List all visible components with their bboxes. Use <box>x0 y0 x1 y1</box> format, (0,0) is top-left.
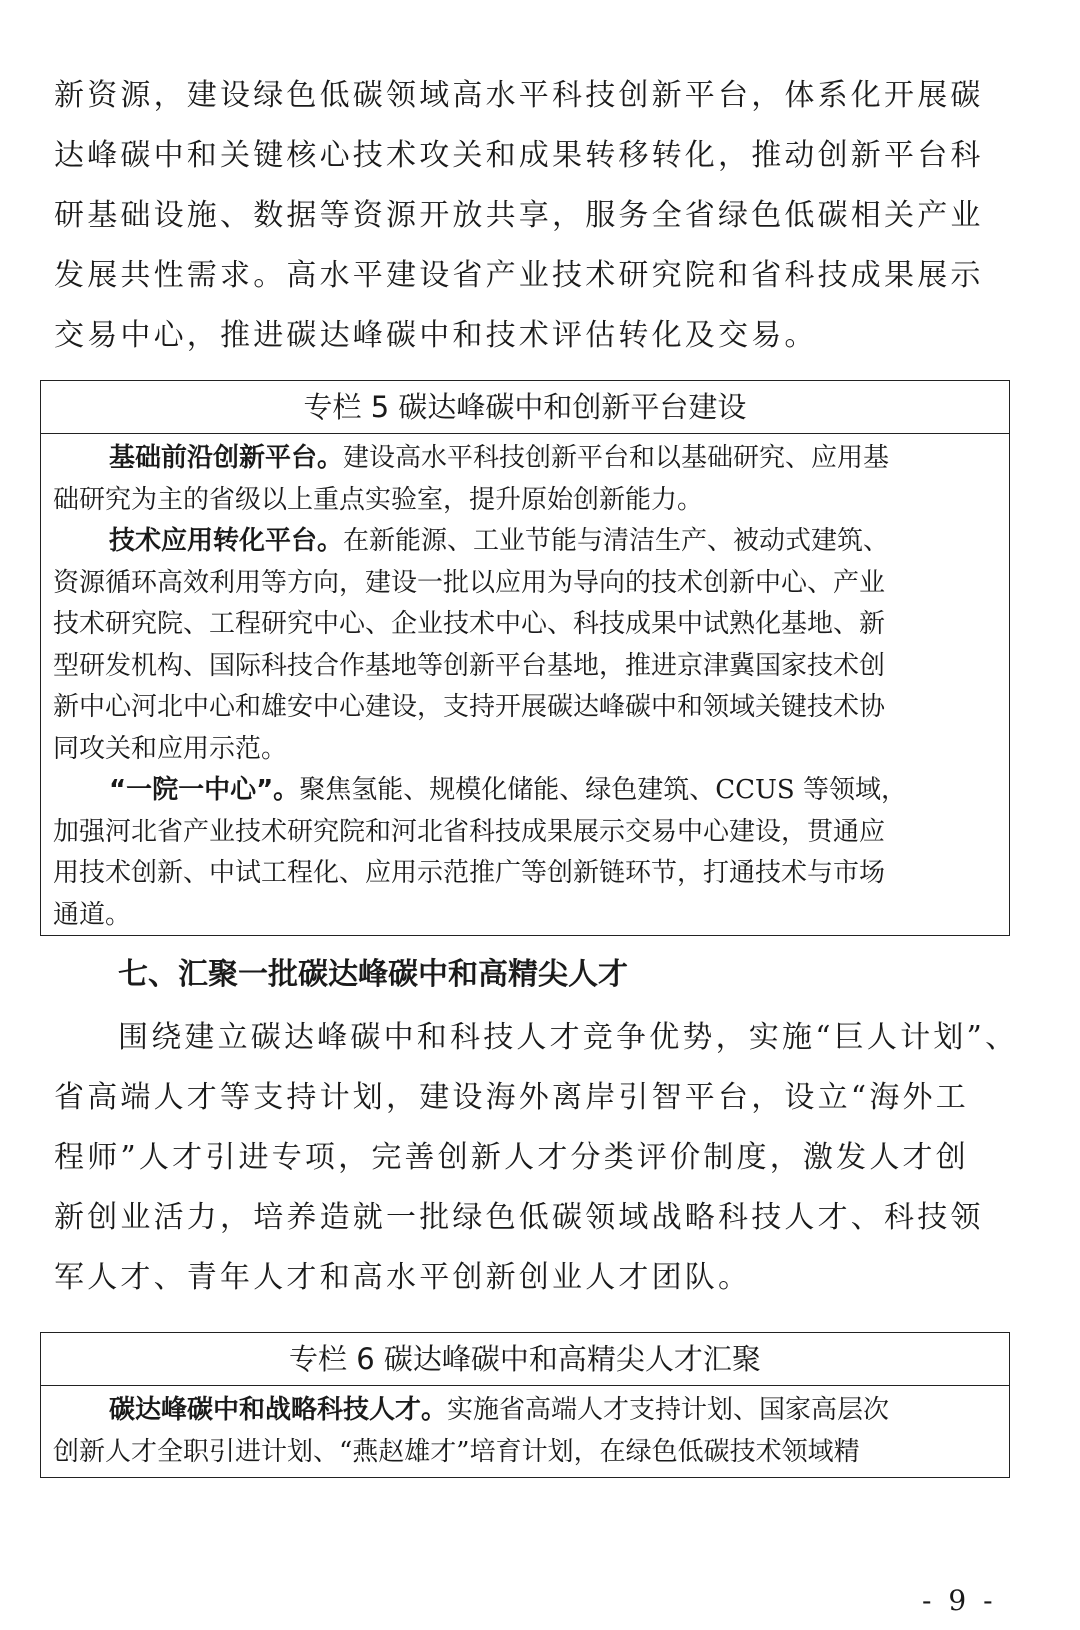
column-box-5 <box>40 380 1010 936</box>
box-item-line: 创新人才全职引进计划、“燕赵雄才”培育计划，在绿色低碳技术领域精 <box>53 1436 860 1467</box>
text-line: 军人才、青年人才和高水平创新创业人才团队。 <box>54 1260 752 1295</box>
box-item-line: 同攻关和应用示范。 <box>53 733 288 764</box>
item-text: 聚焦氢能、规模化储能、绿色建筑、CCUS 等领域， <box>299 775 907 805</box>
text-line: 研基础设施、数据等资源开放共享，服务全省绿色低碳相关产业 <box>54 198 984 233</box>
box-item-line: 技术研究院、工程研究中心、企业技术中心、科技成果中试熟化基地、新 <box>53 609 886 639</box>
item-heading: 碳达峰碳中和战略科技人才。 <box>109 1395 448 1425</box>
section-heading: 七、汇聚一批碳达峰碳中和高精尖人才 <box>118 957 628 992</box>
text-line: 达峰碳中和关键核心技术攻关和成果转移转化，推动创新平台科 <box>54 138 984 173</box>
item-text: 在新能源、工业节能与清洁生产、被动式建筑、 <box>343 526 890 556</box>
box-item-line <box>53 770 997 812</box>
box-body <box>41 1386 1009 1473</box>
text-line: 交易中心，推进碳达峰碳中和技术评估转化及交易。 <box>54 318 818 353</box>
text-line: 新创业活力，培养造就一批绿色低碳领域战略科技人才、科技领 <box>54 1200 984 1235</box>
box-item-line <box>53 1390 997 1432</box>
text-line: 围绕建立碳达峰碳中和科技人才竞争优势，实施“巨人计划”、 <box>118 1020 1019 1055</box>
item-heading: “一院一中心”。 <box>109 775 300 805</box>
box-item-line: 础研究为主的省级以上重点实验室，提升原始创新能力。 <box>53 484 704 515</box>
text-line: 新资源，建设绿色低碳领域高水平科技创新平台，体系化开展碳 <box>54 78 984 113</box>
box-item-line: 新中心河北中心和雄安中心建设，支持开展碳达峰碳中和领域关键技术协 <box>53 692 886 722</box>
item-heading: 技术应用转化平台。 <box>109 526 344 556</box>
box-item-line <box>53 521 997 563</box>
box-item-line: 加强河北省产业技术研究院和河北省科技成果展示交易中心建设，贯通应 <box>53 816 886 847</box>
item-heading: 基础前沿创新平台。 <box>109 443 344 473</box>
text-line: 发展共性需求。高水平建设省产业技术研究院和省科技成果展示 <box>54 258 984 293</box>
box-body <box>41 434 1009 936</box>
column-box-6 <box>40 1332 1010 1478</box>
box-item-line: 型研发机构、国际科技合作基地等创新平台基地，推进京津冀国家技术创 <box>53 650 886 681</box>
text-line: 程师”人才引进专项，完善创新人才分类评价制度，激发人才创 <box>54 1140 969 1175</box>
item-text: 建设高水平科技创新平台和以基础研究、应用基 <box>343 443 890 473</box>
item-text: 实施省高端人才支持计划、国家高层次 <box>447 1395 890 1425</box>
page-number: - 9 - <box>922 1584 997 1617</box>
section7-paragraph <box>54 1008 1019 1308</box>
box-title: 专栏 5 碳达峰碳中和创新平台建设 <box>41 381 1009 434</box>
box-item-line: 用技术创新、中试工程化、应用示范推广等创新链环节，打通技术与市场 <box>53 858 886 888</box>
box-item-line: 通道。 <box>53 899 132 930</box>
box-title: 专栏 6 碳达峰碳中和高精尖人才汇聚 <box>41 1333 1009 1386</box>
text-line: 省高端人才等支持计划，建设海外离岸引智平台，设立“海外工 <box>54 1080 969 1115</box>
box-item-line <box>53 438 997 480</box>
intro-paragraph <box>54 66 1014 366</box>
box-item-line: 资源循环高效利用等方向，建设一批以应用为导向的技术创新中心、产业 <box>53 567 886 598</box>
